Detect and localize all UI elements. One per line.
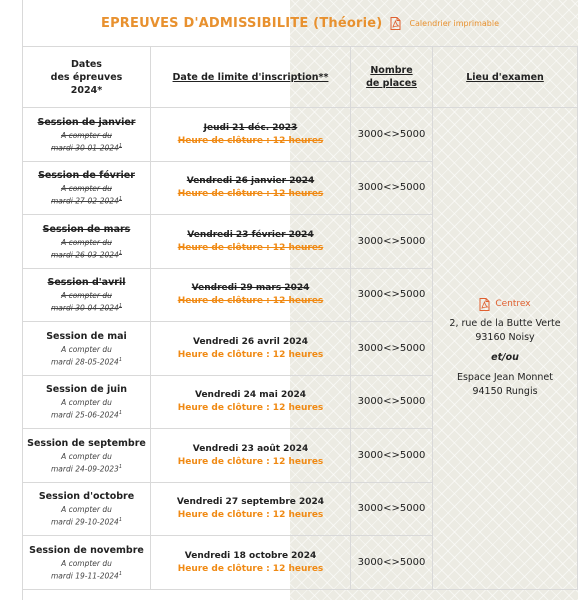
deadline-date: Vendredi 26 avril 2024 xyxy=(192,336,309,347)
session-name: Session d'avril xyxy=(47,277,126,288)
session-date xyxy=(23,250,150,260)
session-start-label: A compter du xyxy=(61,451,112,461)
session-date-text: mardi 30-04-2024 xyxy=(51,303,119,313)
session-date-text: mardi 28-05-2024 xyxy=(51,357,119,366)
session-date-footnote: 1 xyxy=(118,463,122,470)
session-date-text: mardi 30-01-2024 xyxy=(51,143,119,152)
session-name: Session de janvier xyxy=(37,116,136,128)
places-cell: 3000<>5000 xyxy=(351,375,433,429)
address2-line2: 94150 Rungis xyxy=(472,386,538,398)
session-start-label: A compter du xyxy=(61,237,112,247)
session-date-text: mardi 25-06-2024 xyxy=(51,410,119,420)
table-row xyxy=(23,108,578,162)
pdf-file-icon xyxy=(479,298,490,311)
address1-line1: 2, rue de la Butte Verte xyxy=(449,318,561,330)
centrex-link[interactable] xyxy=(479,297,530,311)
session-start-label: A compter du xyxy=(61,505,112,514)
session-cell xyxy=(23,429,151,483)
closing-time: Heure de clôture : 12 heures xyxy=(177,349,324,360)
session-start-label: A compter du xyxy=(61,130,112,140)
session-start-label: A compter du xyxy=(61,344,112,354)
header-dates xyxy=(23,47,151,108)
session-date-text: mardi 24-09-2023 xyxy=(51,464,119,473)
session-date xyxy=(23,196,150,206)
session-cell xyxy=(23,268,151,322)
session-date-text: mardi 26-03-2024 xyxy=(51,250,119,259)
deadline-date: Jeudi 21 déc. 2023 xyxy=(203,122,298,133)
session-date-text: mardi 19-11-2024 xyxy=(51,571,119,580)
session-date-footnote: 1 xyxy=(118,517,122,523)
deadline-date: Vendredi 27 septembre 2024 xyxy=(176,497,325,508)
session-cell xyxy=(23,322,151,376)
deadline-cell xyxy=(151,429,351,483)
session-cell xyxy=(23,108,151,162)
session-cell xyxy=(23,536,151,590)
session-date-footnote: 1 xyxy=(118,303,122,309)
session-name: Session de novembre xyxy=(29,544,144,556)
session-name: Session de mars xyxy=(42,223,131,235)
session-date-footnote: 1 xyxy=(118,570,122,577)
session-name: Session de février xyxy=(38,170,135,181)
deadline-cell xyxy=(151,268,351,322)
session-date-footnote: 1 xyxy=(118,142,122,149)
session-start-label: A compter du xyxy=(61,398,112,407)
session-cell xyxy=(23,161,151,215)
header-places-line2: de places xyxy=(366,78,417,89)
closing-time: Heure de clôture : 12 heures xyxy=(177,296,324,307)
section-header xyxy=(22,0,578,47)
session-date xyxy=(23,571,150,581)
session-date-text: mardi 27-02-2024 xyxy=(51,196,119,206)
places-cell: 3000<>5000 xyxy=(351,108,433,162)
closing-time: Heure de clôture : 12 heures xyxy=(177,563,324,574)
deadline-cell xyxy=(151,215,351,269)
closing-time: Heure de clôture : 12 heures xyxy=(177,242,324,253)
address1-line2: 93160 Noisy xyxy=(475,332,535,344)
places-cell: 3000<>5000 xyxy=(351,215,433,269)
session-date xyxy=(23,143,150,153)
header-places-line1: Nombre xyxy=(370,65,413,76)
exam-location-cell xyxy=(433,108,578,590)
deadline-cell xyxy=(151,108,351,162)
session-date-footnote: 1 xyxy=(118,356,122,363)
session-date xyxy=(23,410,150,420)
session-name: Session de juin xyxy=(45,384,128,395)
session-date-footnote: 1 xyxy=(118,410,122,416)
places-cell: 3000<>5000 xyxy=(351,161,433,215)
session-date-text: mardi 29-10-2024 xyxy=(51,517,119,527)
session-cell xyxy=(23,482,151,536)
session-cell xyxy=(23,375,151,429)
pdf-file-icon[interactable] xyxy=(390,17,401,30)
header-dates-line2: des épreuves xyxy=(50,71,123,83)
deadline-date: Vendredi 24 mai 2024 xyxy=(194,390,306,401)
section-title: EPREUVES D'ADMISSIBILITE (Théorie) xyxy=(100,15,383,31)
session-name: Session de septembre xyxy=(27,437,146,449)
deadline-cell xyxy=(151,536,351,590)
header-dates-line3: 2024* xyxy=(70,84,103,96)
places-cell: 3000<>5000 xyxy=(351,536,433,590)
and-or-text: et/ou xyxy=(491,352,519,364)
header-dates-line1: Dates xyxy=(71,58,102,70)
header-places xyxy=(351,47,433,108)
deadline-cell xyxy=(151,375,351,429)
deadline-date: Vendredi 26 janvier 2024 xyxy=(186,176,315,187)
session-cell xyxy=(23,215,151,269)
deadline-cell xyxy=(151,482,351,536)
header-limit: Date de limite d'inscription** xyxy=(151,47,351,108)
centrex-label: Centrex xyxy=(495,299,531,310)
session-date-footnote: 1 xyxy=(118,249,122,256)
places-cell: 3000<>5000 xyxy=(351,268,433,322)
deadline-date: Vendredi 23 février 2024 xyxy=(187,229,314,240)
session-date-footnote: 1 xyxy=(118,196,122,202)
places-cell: 3000<>5000 xyxy=(351,429,433,483)
closing-time: Heure de clôture : 12 heures xyxy=(177,456,324,467)
table-header-row xyxy=(23,47,578,108)
session-date xyxy=(23,464,150,474)
session-date xyxy=(23,357,150,367)
session-start-label: A compter du xyxy=(61,291,112,300)
closing-time: Heure de clôture : 12 heures xyxy=(177,403,324,414)
deadline-date: Vendredi 18 octobre 2024 xyxy=(184,550,317,561)
deadline-date: Vendredi 29 mars 2024 xyxy=(191,283,310,294)
session-date xyxy=(23,517,150,527)
schedule-table xyxy=(22,46,578,590)
printable-calendar-link[interactable]: Calendrier imprimable xyxy=(409,18,500,28)
closing-time: Heure de clôture : 12 heures xyxy=(177,189,324,200)
closing-time: Heure de clôture : 12 heures xyxy=(177,510,324,521)
session-start-label: A compter du xyxy=(61,184,112,193)
session-name: Session d'octobre xyxy=(38,491,135,502)
deadline-date: Vendredi 23 août 2024 xyxy=(192,443,309,454)
header-lieu: Lieu d'examen xyxy=(433,47,578,108)
address2-line1: Espace Jean Monnet xyxy=(456,372,554,384)
places-cell: 3000<>5000 xyxy=(351,482,433,536)
session-name: Session de mai xyxy=(46,330,127,342)
places-cell: 3000<>5000 xyxy=(351,322,433,376)
closing-time: Heure de clôture : 12 heures xyxy=(177,135,324,146)
session-date xyxy=(23,303,150,313)
deadline-cell xyxy=(151,161,351,215)
session-start-label: A compter du xyxy=(61,558,112,568)
deadline-cell xyxy=(151,322,351,376)
